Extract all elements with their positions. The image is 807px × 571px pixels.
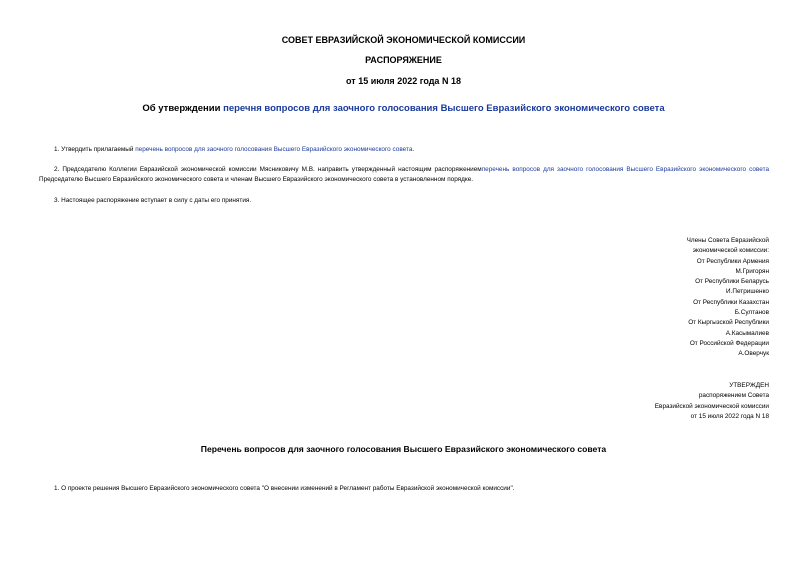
- document-title: [0, 103, 807, 114]
- signatory-line: Б.Султанов: [734, 309, 769, 317]
- signatory-line: И.Петришенко: [726, 288, 769, 296]
- signatory-line: От Республики Беларусь: [695, 278, 769, 286]
- paragraph-1: [39, 145, 769, 155]
- approval-stamp: [655, 381, 769, 422]
- paragraph-2: [39, 165, 769, 185]
- signatory-line: А.Касымалиев: [725, 329, 769, 337]
- paragraph-2-prefix: 2. Председателю Коллегии Евразийской экономической комиссии Мясниковичу М.В. направить утвержденный настоящим распоряжением: [54, 166, 482, 173]
- approval-line: распоряжением Совета: [698, 392, 769, 400]
- signatory-line: экономической комиссии:: [692, 247, 769, 255]
- approval-line: Евразийской экономической комиссии: [654, 402, 769, 410]
- paragraph-2-suffix: Председателю Высшего Евразийского экономического совета и членам Высшего Евразийского экономического совета в установленном порядке.: [39, 176, 474, 183]
- paragraph-3: 3. Настоящее распоряжение вступает в силу с даты его принятия.: [54, 197, 252, 204]
- document-date-number: от 15 июля 2022 года N 18: [346, 76, 461, 86]
- signatory-line: От Республики Казахстан: [693, 298, 769, 306]
- title-link[interactable]: перечня вопросов для заочного голосования Высшего Евразийского экономического совета: [223, 103, 665, 114]
- paragraph-1-prefix: 1. Утвердить прилагаемый: [54, 146, 136, 153]
- signatory-line: М.Григорян: [735, 267, 769, 275]
- signatory-line: От Российской Федерации: [689, 339, 769, 347]
- council-heading: СОВЕТ ЕВРАЗИЙСКОЙ ЭКОНОМИЧЕСКОЙ КОМИССИИ: [281, 35, 526, 45]
- approval-line: УТВЕРЖДЕН: [729, 382, 769, 389]
- signatories-block: [687, 236, 769, 360]
- annex-title: Перечень вопросов для заочного голосования Высшего Евразийского экономического совета: [200, 444, 607, 454]
- paragraph-2-link[interactable]: перечень вопросов для заочного голосования Высшего Евразийского экономического совета: [481, 166, 770, 173]
- document-type: РАСПОРЯЖЕНИЕ: [365, 55, 442, 65]
- signatory-line: От Республики Армения: [696, 257, 769, 265]
- annex-item-1: 1. О проекте решения Высшего Евразийского экономического совета "О внесении изменений в Регламент работы Евразийской экономической комиссии".: [54, 485, 515, 492]
- paragraph-1-link[interactable]: перечень вопросов для заочного голосования Высшего Евразийского экономического совета: [135, 146, 413, 153]
- signatory-line: Члены Совета Евразийской: [686, 237, 769, 244]
- signatory-line: А.Оверчук: [738, 350, 769, 358]
- approval-line: от 15 июля 2022 года N 18: [690, 412, 769, 420]
- signatory-line: От Кыргызской Республики: [688, 319, 769, 327]
- title-prefix: Об утверждении: [142, 103, 224, 114]
- paragraph-1-suffix: .: [412, 146, 415, 153]
